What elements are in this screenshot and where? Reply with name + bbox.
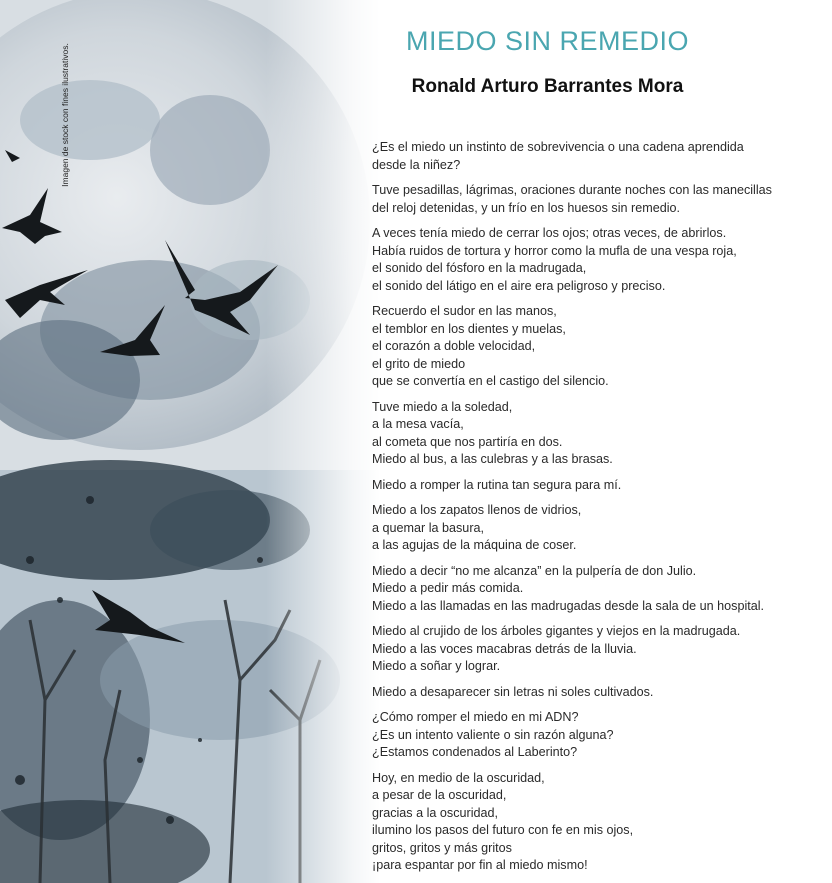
poem-line: ¿Es el miedo un instinto de sobrevivencia o una cadena aprendida [372, 140, 744, 154]
poem-line: ilumino los pasos del futuro con fe en mis ojos, [372, 823, 634, 837]
poem-line: Miedo a pedir más comida. [372, 581, 524, 595]
poem-stanza [372, 623, 812, 676]
poem-line: ¿Estamos condenados al Laberinto? [372, 745, 578, 759]
poem-line: a pesar de la oscuridad, [372, 788, 507, 802]
poem-stanza [372, 139, 812, 174]
poem-stanza [372, 709, 812, 762]
poem-line: que se convertía en el castigo del silencio. [372, 374, 609, 388]
poem-line: ¡para espantar por fin al miedo mismo! [372, 858, 588, 872]
poem-line: Miedo a las llamadas en las madrugadas desde la sala de un hospital. [372, 598, 765, 613]
poem-line: Recuerdo el sudor en las manos, [372, 304, 557, 318]
poem-line: A veces tenía miedo de cerrar los ojos; otras veces, de abrirlos. [372, 226, 727, 240]
poem-line: el grito de miedo [372, 356, 466, 371]
poem-stanza [372, 684, 812, 702]
poem-author: Ronald Arturo Barrantes Mora [411, 76, 684, 97]
poem-line: el sonido del látigo en el aire era peligroso y preciso. [372, 278, 666, 293]
poem-line: Miedo a decir “no me alcanza” en la pulpería de don Julio. [372, 563, 697, 578]
poem-stanza [372, 399, 812, 469]
poem-line: Había ruidos de tortura y horror como la mufla de una vespa roja, [372, 243, 737, 258]
poem-line: el sonido del fósforo en la madrugada, [372, 261, 587, 275]
poem-line: Miedo a romper la rutina tan segura para mí. [372, 477, 622, 492]
poem-line: ¿Cómo romper el miedo en mi ADN? [372, 710, 579, 724]
poem-line: gracias a la oscuridad, [372, 805, 499, 820]
poem-line: del reloj detenidas, y un frío en los huesos sin remedio. [372, 200, 681, 215]
poem-stanza [372, 770, 812, 875]
image-caption [55, 20, 75, 220]
poem-stanza [372, 477, 812, 495]
poem-line: desde la niñez? [372, 157, 461, 172]
poem-line: a quemar la basura, [372, 520, 485, 535]
poem-line: gritos, gritos y más gritos [372, 840, 512, 855]
poem-stanza [372, 563, 812, 616]
poem-title: MIEDO SIN REMEDIO [405, 26, 690, 56]
poem-stanza [372, 502, 812, 555]
poem-line: el corazón a doble velocidad, [372, 339, 536, 353]
poem-line: el temblor en los dientes y muelas, [372, 321, 566, 336]
poem-line: a la mesa vacía, [372, 417, 464, 431]
poem-stanza [372, 225, 812, 295]
poem-line: al cometa que nos partiría en dos. [372, 434, 563, 449]
poem-line: Miedo a las voces macabras detrás de la lluvia. [372, 641, 637, 656]
poem-line: Miedo a los zapatos llenos de vidrios, [372, 503, 582, 517]
poem-line: Tuve pesadillas, lágrimas, oraciones durante noches con las manecillas [372, 183, 772, 197]
poem-line: Miedo al crujido de los árboles gigantes y viejos en la madrugada. [372, 624, 741, 638]
poem-body [372, 139, 812, 883]
poem-line: Miedo a soñar y lograr. [372, 659, 501, 673]
poem-line: Miedo al bus, a las culebras y a las brasas. [372, 452, 613, 466]
caption-text: Imagen de stock con fines ilustrativos. [60, 43, 70, 187]
poem-line: Miedo a desaparecer sin letras ni soles cultivados. [372, 684, 654, 699]
poem-line: Hoy, en medio de la oscuridad, [372, 770, 545, 785]
poem-line: Tuve miedo a la soledad, [372, 399, 513, 414]
poem-line: ¿Es un intento valiente o sin razón alguna? [372, 727, 614, 742]
poem-line: a las agujas de la máquina de coser. [372, 538, 577, 552]
poem-stanza [372, 303, 812, 391]
poem-stanza [372, 182, 812, 217]
